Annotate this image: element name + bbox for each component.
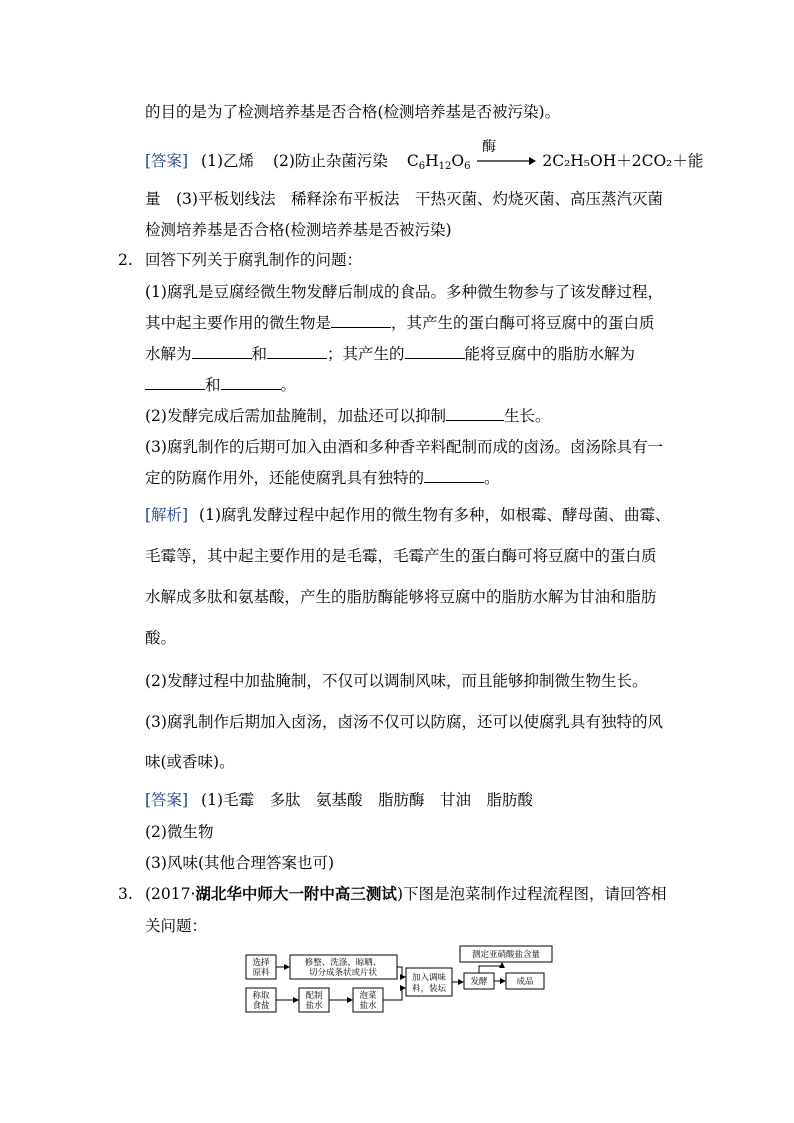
question-number-3: 3. — [118, 885, 133, 903]
q1-answer-line-3: 量 (3)平板划线法 稀释涂布平板法 干热灭菌、灼烧灭菌、高压蒸汽灭菌 — [145, 190, 663, 208]
answer-part-2: (2)防止杂菌污染 — [272, 152, 388, 170]
answer-part-1: (1)乙烯 — [201, 152, 255, 170]
q3-stem-line2: 关问题： — [145, 917, 208, 935]
analysis-tag: [解析] — [145, 506, 189, 524]
fc-trim-1: 修整、洗涤、晾晒、 — [304, 958, 382, 968]
q2-part2: (2)发酵完成后需加盐腌制，加盐还可以抑制 生长。 — [145, 407, 551, 425]
reaction-arrow-icon — [475, 155, 537, 167]
q2-stem: 回答下列关于腐乳制作的问题： — [145, 251, 363, 269]
fc-season-1: 加入调味 — [411, 973, 447, 983]
question-number-2: 2. — [118, 251, 133, 269]
fc-product: 成品 — [516, 977, 534, 987]
fc-pickle-1: 泡菜 — [359, 991, 377, 1001]
q2-analysis-line4: 酸。 — [145, 629, 177, 647]
answer-tag: [答案] — [145, 152, 189, 170]
q2-part1-line3: 水解为 和 ；其产生的 能将豆腐中的脂肪水解为 — [145, 345, 636, 363]
fc-select-2: 原料 — [252, 968, 270, 978]
glucose-formula: $C_6H_{12}O_6$ — [406, 152, 471, 172]
q2-answer-line2: (2)微生物 — [145, 823, 214, 841]
enzyme-label: 酶 — [482, 139, 496, 155]
q2-answer-line3: (3)风味(其他合理答案也可) — [145, 854, 335, 872]
answer-blank[interactable] — [145, 375, 205, 390]
q2-part1-line2: 其中起主要作用的微生物是 ，其产生的蛋白酶可将豆腐中的蛋白质 — [145, 314, 655, 332]
q2-analysis-part3-line2: 味(或香味)。 — [145, 753, 235, 771]
q2-part3-line1: (3)腐乳制作的后期可加入由酒和多种香辛料配制而成的卤汤。卤汤除具有一 — [145, 438, 663, 456]
q2-part1-line4: 和 。 — [145, 375, 296, 395]
answer-blank[interactable] — [192, 344, 252, 359]
fc-brine-2: 盐水 — [305, 1001, 323, 1011]
answer-blank[interactable] — [221, 375, 281, 390]
fc-weigh-1: 称取 — [252, 991, 270, 1001]
pickle-process-flowchart — [240, 942, 560, 1016]
answer-blank[interactable] — [446, 406, 504, 421]
q1-continuation-line: 的目的是为了检测培养基是否合格(检测培养基是否被污染)。 — [145, 103, 561, 121]
q1-answer-line-4: 检测培养基是否合格(检测培养基是否被污染) — [145, 221, 452, 239]
fc-nitrite: 测定亚硝酸盐含量 — [471, 950, 541, 960]
q1-answer-line — [145, 151, 703, 172]
q2-analysis-line3: 水解成多肽和氨基酸，产生的脂肪酶能够将豆腐中的脂肪水解为甘油和脂肪 — [145, 588, 657, 606]
q2-part1-line1: (1)腐乳是豆腐经微生物发酵后制成的食品。多种微生物参与了该发酵过程， — [145, 283, 663, 301]
q2-part3-line2: 定的防腐作用外，还能使腐乳具有独特的 。 — [145, 469, 500, 487]
q2-analysis-line1: [解析] (1)腐乳发酵过程中起作用的微生物有多种，如根霉、酵母菌、曲霉、 — [145, 506, 671, 524]
fc-brine-1: 配制 — [305, 991, 323, 1001]
fc-ferment: 发酵 — [470, 977, 488, 987]
fc-weigh-2: 食盐 — [252, 1001, 270, 1011]
q3-source-school: 湖北华中师大一附中高三测试 — [195, 884, 397, 903]
fc-trim-2: 切分成条状或片状 — [308, 968, 378, 978]
fc-season-2: 料，装坛 — [411, 984, 447, 994]
q2-analysis-part2: (2)发酵过程中加盐腌制，不仅可以调制风味，而且能够抑制微生物生长。 — [145, 672, 648, 690]
q2-analysis-line2: 毛霉等，其中起主要作用的是毛霉，毛霉产生的蛋白酶可将豆腐中的蛋白质 — [145, 547, 657, 565]
reaction-products: 2C₂H₅OH＋2CO₂＋能 — [542, 152, 704, 170]
fc-select-1: 选择 — [252, 958, 270, 968]
q2-answer-line1: [答案] (1)毛霉 多肽 氨基酸 脂肪酶 甘油 脂肪酸 — [145, 791, 534, 809]
q3-stem-line1: (2017·湖北华中师大一附中高三测试)下图是泡菜制作过程流程图，请回答相 — [145, 884, 667, 903]
answer-tag: [答案] — [145, 791, 189, 809]
answer-blank[interactable] — [331, 313, 391, 328]
answer-blank[interactable] — [424, 468, 484, 483]
answer-blank[interactable] — [405, 344, 465, 359]
q2-analysis-part3-line1: (3)腐乳制作后期加入卤汤，卤汤不仅可以防腐，还可以使腐乳具有独特的风 — [145, 713, 663, 731]
answer-blank[interactable] — [267, 344, 327, 359]
fc-pickle-2: 盐水 — [359, 1001, 377, 1011]
